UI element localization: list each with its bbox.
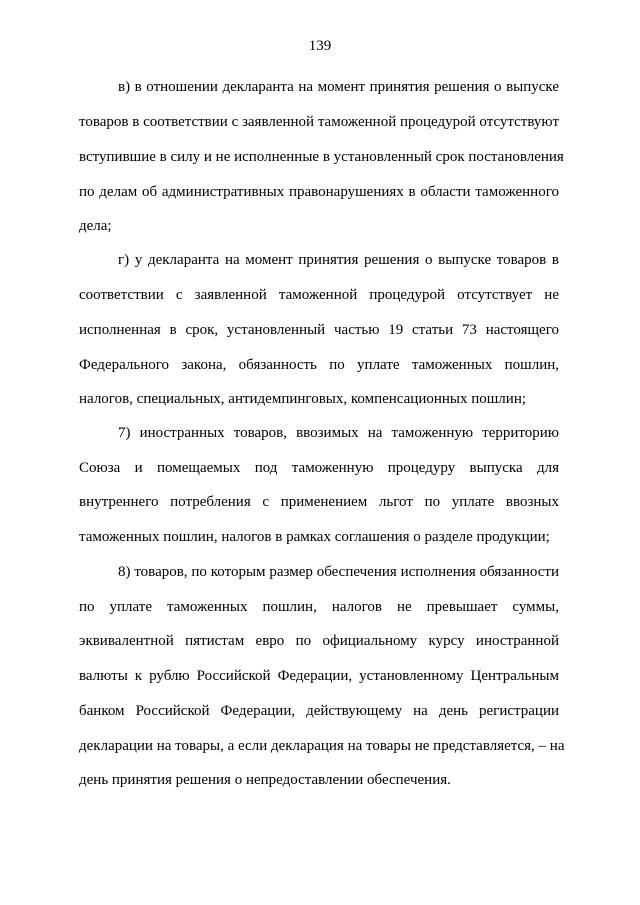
text-line: Союза и помещаемых под таможенную процедуру выпуска для [79,460,559,476]
text-line: соответствии с заявленной таможенной процедурой отсутствует не [79,287,559,303]
text-line: товаров в соответствии с заявленной таможенной процедурой отсутствуют [79,114,559,130]
text-line: в) в отношении декларанта на момент принятия решения о выпуске [118,79,559,95]
text-line: дела; [79,218,112,234]
text-line: день принятия решения о непредоставлении обеспечения. [79,772,451,788]
text-line: налогов, специальных, антидемпинговых, компенсационных пошлин; [79,391,527,407]
text-line: Федерального закона, обязанность по уплате таможенных пошлин, [79,357,559,373]
text-line: 8) товаров, по которым размер обеспечения исполнения обязанности [118,564,559,580]
text-line: исполненная в срок, установленный частью 19 статьи 73 настоящего [79,322,559,338]
text-line: банком Российской Федерации, действующему на день регистрации [79,703,559,719]
text-line: вступившие в силу и не исполненные в установленный срок постановления [79,149,564,165]
page-number: 139 [308,38,332,54]
text-line: г) у декларанта на момент принятия решения о выпуске товаров в [118,252,559,268]
text-line: эквивалентной пятистам евро по официальному курсу иностранной [79,633,559,649]
text-line: валюты к рублю Российской Федерации, установленному Центральным [79,668,559,684]
text-line: внутреннего потребления с применением льгот по уплате ввозных [79,494,559,510]
text-line: по делам об административных правонарушениях в области таможенного [79,184,559,200]
text-line: таможенных пошлин, налогов в рамках соглашения о разделе продукции; [79,529,550,545]
text-line: 7) иностранных товаров, ввозимых на таможенную территорию [118,425,559,441]
text-line: декларации на товары, а если декларация на товары не представляется, – на [79,738,565,754]
text-line: по уплате таможенных пошлин, налогов не превышает суммы, [79,599,559,615]
